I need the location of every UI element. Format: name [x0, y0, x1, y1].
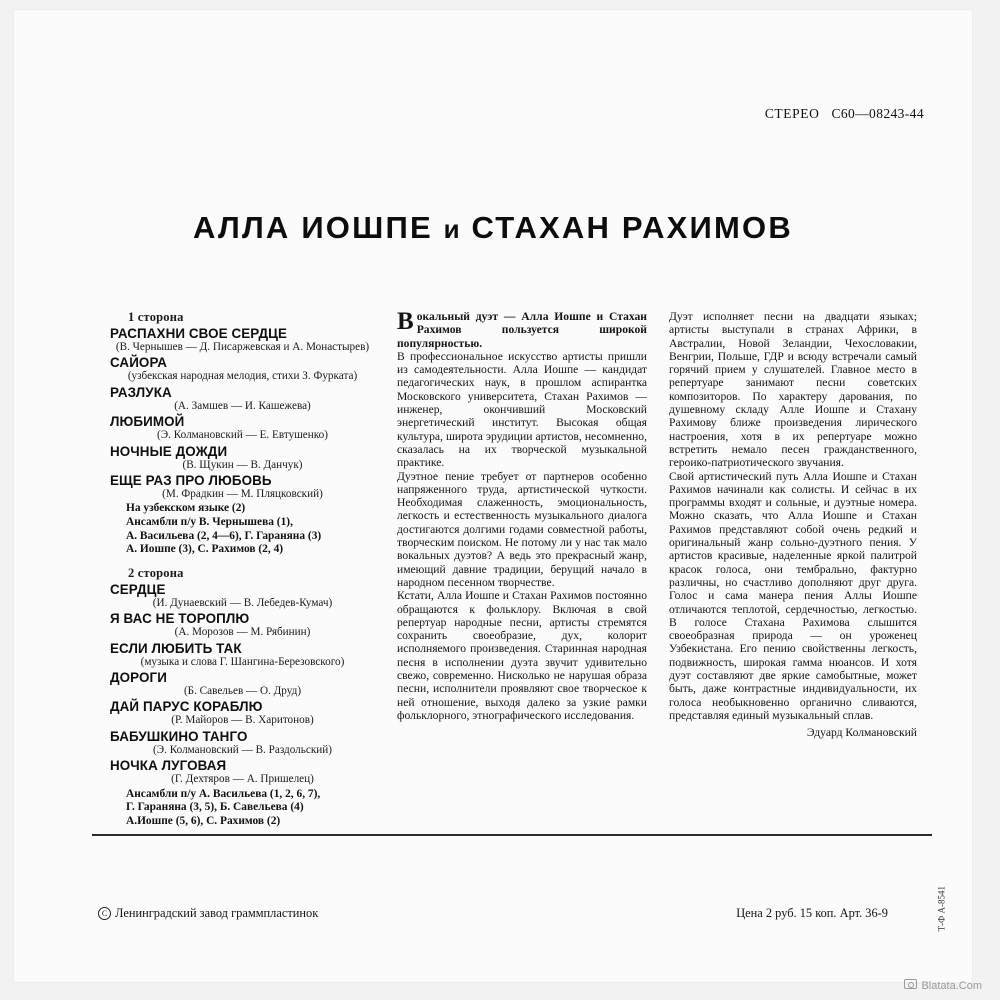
side-1-label: 1 сторона [128, 310, 184, 324]
record-sleeve-back [14, 10, 972, 982]
track-credit: (музыка и слова Г. Шангина-Березовского) [140, 655, 345, 668]
drop-cap-letter: В [397, 308, 414, 335]
publisher-name: Ленинградский завод граммпластинок [115, 906, 319, 920]
track-title: ДОРОГИ [110, 670, 167, 686]
performer-note: Г. Гараняна (3, 5), Б. Савельева (4) [126, 801, 304, 814]
track-title: ЕСЛИ ЛЮБИТЬ ТАК [110, 640, 242, 656]
track-credit: (Р. Майоров — В. Харитонов) [171, 714, 314, 727]
content-columns [110, 310, 930, 828]
track-item [110, 699, 375, 727]
track-title: НОЧНЫЕ ДОЖДИ [110, 443, 228, 459]
horizontal-divider [92, 834, 932, 836]
performer-note: А.Иошпе (5, 6), С. Рахимов (2) [126, 814, 281, 827]
track-item [110, 473, 375, 501]
page-title [14, 210, 972, 246]
track-credit: (Э. Колмановский — В. Раздольский) [153, 743, 332, 756]
track-title: ЕЩЕ РАЗ ПРО ЛЮБОВЬ [110, 473, 272, 489]
performer-note: На узбекском языке (2) [126, 502, 246, 515]
track-credit: (Э. Колмановский — Е. Евтушенко) [157, 429, 328, 442]
watermark [904, 979, 982, 992]
title-conjunction: и [443, 214, 461, 244]
track-title: ДАЙ ПАРУС КОРАБЛЮ [110, 699, 263, 715]
artist-name-left: АЛЛА ИОШПЕ [193, 210, 433, 245]
annotation-lead: окальный дуэт — Алла Иошпе и Стахан Рахимов пользуется широкой популярностью. [397, 310, 647, 350]
stereo-catalog-line [765, 106, 924, 122]
copyright-icon: C [98, 907, 111, 920]
track-title: САЙОРА [110, 355, 168, 371]
track-title: РАЗЛУКА [110, 384, 172, 400]
track-title: БАБУШКИНО ТАНГО [110, 728, 248, 744]
performer-note: Ансамбли п/у В. Чернышева (1), [126, 516, 293, 529]
track-item [110, 729, 375, 757]
annotation-paragraph: Дуэтное пение требует от партнеров особенно напряженного труда, артистической чуткости. Необходимая слаженность, эмоциональность, легкость и естественность музыкального диалога достигаются долгими годами совместной работы, творческим поиском. Не потому ли у нас так мало вокальных дуэтов? А ведь это прекрасный жанр, имеющий давние традиции, берущий начало в народном песенном творчестве. [397, 469, 647, 589]
annotation-paragraph: Свой артистический путь Алла Иошпе и Стахан Рахимов начинали как солисты. И сейчас в их программы входят и сольные, и дуэтные номера. Можно сказать, что Алла Иошпе и Стахан Рахимов представляют собой очень редкий и оригинальный жанр сольно-дуэтного пения. У артистов красивые, наделенные яркой палитрой красок голоса, они тембрально, фактурно различны, но счастливо дополняют друг друга. Голос и сама манера пения Аллы Иошпе отличаются теплотой, сердечностью, легкостью. В голосе Стахана Рахимова слышится своеобразная природа — он уроженец Узбекистана. Его пению свойственны легкость, подвижность, широкая гамма нюансов. И хотя дуэт составляют две яркие самобытные, может быть, даже контрастные индивидуальности, их голоса необыкновенно органично сливаются, представляя единый музыкальный сплав. [669, 469, 917, 722]
annotation-paragraph: В профессиональное искусство артисты пришли из самодеятельности. Алла Иошпе — кандидат педагогических наук, в прошлом аспирантка Московского университета, Стахан Рахимов — инженер, окончивший Московский энергетический институт. Высокая общая культура, широта эрудиции артистов, несомненно, сказалась на их творческой музыкальной практике. [397, 349, 647, 470]
stereo-label: СТЕРЕО [764, 106, 820, 121]
annotation-signature: Эдуард Колмановский [806, 726, 917, 740]
annotation-paragraph: Кстати, Алла Иошпе и Стахан Рахимов постоянно обращаются к фольклору. Включая в свой репертуар народные песни, артисты стремятся сохранить своеобразие, дух, колорит исполняемого произведения. Старинная народная песня в исполнении дуэта звучит удивительно свежо, современно. Нисколько не нарушая образа песни, исполнители проявляют свое творческое к ней отношение, выходя далеко за узкие рамки фольклорного, этнографического исследования. [397, 589, 647, 722]
track-credit: (М. Фрадкин — М. Пляцковский) [162, 488, 323, 501]
publisher-line [98, 906, 318, 921]
watermark-text: Blatata.Com [921, 980, 982, 992]
track-credit: (А. Морозов — М. Рябинин) [174, 626, 311, 639]
artist-name-right: СТАХАН РАХИМОВ [471, 210, 793, 245]
camera-icon [904, 979, 917, 989]
track-credit: (Б. Савельев — О. Друд) [183, 685, 302, 698]
annotation-paragraph [397, 310, 647, 350]
track-item [110, 385, 375, 413]
track-title: РАСПАХНИ СВОЕ СЕРДЦЕ [110, 326, 288, 341]
performer-note: А. Иошпе (3), С. Рахимов (2, 4) [126, 543, 284, 556]
tracklist-column [110, 310, 375, 828]
price-line: Цена 2 руб. 15 коп. Арт. 36-9 [736, 906, 888, 920]
performer-note: Ансамбли п/у А. Васильева (1, 2, 6, 7), [126, 787, 321, 800]
track-item [110, 444, 375, 472]
track-credit: (В. Щукин — В. Данчук) [182, 458, 303, 471]
track-title: СЕРДЦЕ [110, 581, 166, 597]
track-credit: (А. Замшев — И. Кашежева) [174, 399, 311, 412]
plant-code: Т-Ф А-8541 [936, 886, 946, 932]
track-item [110, 758, 375, 786]
track-item [110, 611, 375, 639]
track-item [110, 355, 375, 383]
track-item [110, 582, 375, 610]
track-credit: (И. Дунаевский — В. Лебедев-Кумач) [152, 596, 333, 609]
track-item [110, 414, 375, 442]
track-item [110, 326, 375, 354]
track-title: Я ВАС НЕ ТОРОПЛЮ [110, 611, 250, 627]
performer-note: А. Васильева (2, 4—6), Г. Гараняна (3) [126, 529, 322, 542]
track-credit: (Г. Дехтяров — А. Пришелец) [171, 773, 314, 786]
catalog-number: С60—08243-44 [831, 106, 924, 121]
annotation-column-1 [397, 310, 647, 722]
track-credit: (В. Чернышев — Д. Писаржевская и А. Монастырев) [115, 341, 370, 353]
track-item [110, 670, 375, 698]
track-item [110, 641, 375, 669]
track-title: НОЧКА ЛУГОВАЯ [110, 758, 227, 774]
annotation-paragraph: Дуэт исполняет песни на двадцати языках; артисты выступали в странах Африки, в Австралии, Новой Зеландии, Чехословакии, Венгрии, Польше, ГДР и всюду встречали самый горячий прием у слушателей. Главное место в репертуаре занимают песни советских композиторов. По характеру дарования, по душевному складу Алле Иошпе и Стахану Рахимову ближе произведения лирического настроения, хотя в их репертуаре можно встретить немало песен гражданственного, героико-патриотического звучания. [669, 310, 917, 470]
track-credit: (узбекская народная мелодия, стихи З. Фурката) [127, 370, 358, 383]
side-2-label: 2 сторона [128, 565, 184, 580]
track-title: ЛЮБИМОЙ [110, 414, 185, 430]
annotation-column-2 [669, 310, 917, 739]
